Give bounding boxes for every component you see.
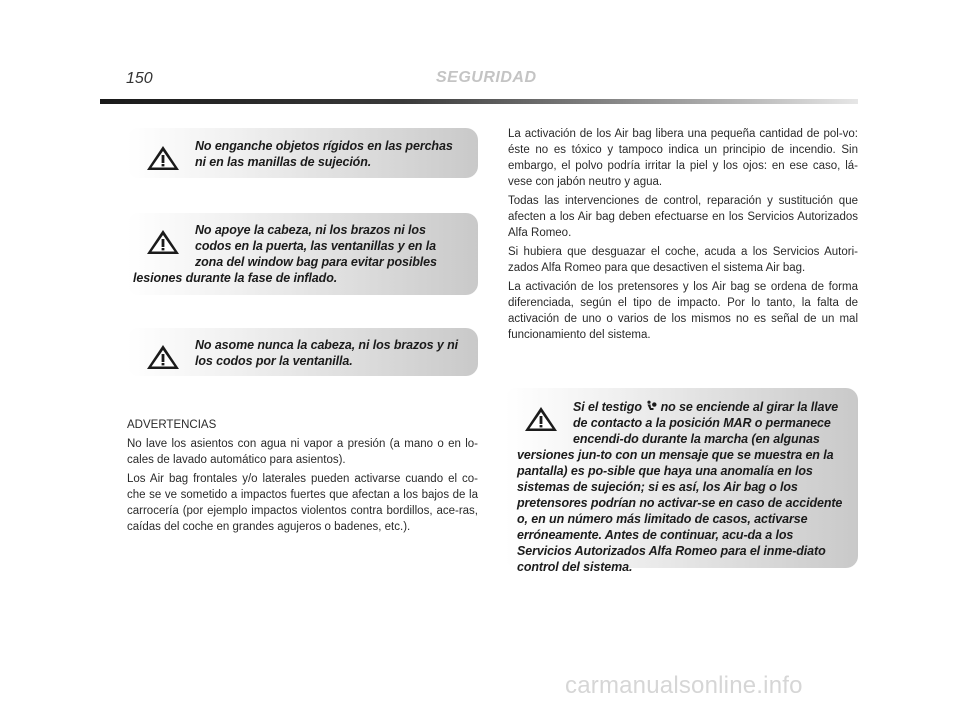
warning-box-window [127,328,478,376]
warning-triangle-icon [523,405,559,433]
body-paragraph: La activación de los pretensores y los Air bag se ordena de forma diferenciada, según el tipo de impacto. Por lo tanto, la falta de activación de uno o varios de los mismos no es señal de un mal funcionamiento del sistema. [508,281,858,341]
advertencias-heading: ADVERTENCIAS [127,419,217,431]
header-rule [100,99,858,104]
body-paragraph: Si hubiera que desguazar el coche, acuda a los Servicios Autori-zados Alfa Romeo para que desactiven el sistema Air bag. [508,246,858,274]
warning-text: No enganche objetos rígidos en las perchas ni en las manillas de sujeción. [195,139,453,169]
warning-triangle-icon [145,228,181,256]
warning-triangle-icon [145,144,181,172]
body-paragraph: La activación de los Air bag libera una pequeña cantidad de pol-vo: éste no es tóxico y tampoco indica un principio de incendio. Sin embargo, el polvo podría irritar la piel y los ojos: en ese caso, lá-vese con jabón neutro y agua. [508,128,858,188]
warning-box-airbag-indicator [505,388,858,574]
page-number: 150 [126,70,153,87]
body-paragraph: Todas las intervenciones de control, reparación y sustitución que afecten a los Air bag deben efectuarse en los Servicios Autorizados Alfa Romeo. [508,195,858,239]
body-paragraph: Los Air bag frontales y/o laterales pueden activarse cuando el co-che se ve sometido a impactos fuertes que afectan a los bajos de la carrocería (por ejemplo impactos violentos contra bordillos, ace-ras, caídas del coche en grandes agujeros o badenes, etc.). [127,473,478,533]
warning-text-rest: no se enciende al girar la llave de contacto a la posición MAR o permanece encendi-do durante la marcha (en algunas versiones jun-to con un mensaje que se muestra en la pantalla) es po-sible que haya una anomalía en los sistemas de sujeción; si es así, los Air bag o los pretensores podrían no activar-se en caso de accidente o, en un número más limitado de casos, activarse erróneamente. Antes de continuar, acu-da a los Servicios Autorizados Alfa Romeo para el inme-diato control del sistema. [517,400,843,574]
warning-text: No asome nunca la cabeza, ni los brazos y ni los codos por la ventanilla. [195,338,459,368]
warning-text: No apoye la cabeza, ni los brazos ni los codos en la puerta, las ventanillas y en la zona del window bag para evitar posibles lesiones durante la fase de inflado. [133,223,437,285]
warning-triangle-icon [145,343,181,371]
warning-box-hooks [127,128,478,178]
warning-box-head-arms [127,213,478,295]
section-title: SEGURIDAD [436,69,537,86]
airbag-indicator-icon [645,400,657,412]
left-column [127,417,478,538]
body-paragraph: No lave los asientos con agua ni vapor a presión (a mano o en lo-cales de lavado automático para asientos). [127,438,478,466]
warning-text-start: Si el testigo [573,400,642,414]
right-column [508,126,858,346]
watermark: carmanualsonline.info [565,672,803,699]
